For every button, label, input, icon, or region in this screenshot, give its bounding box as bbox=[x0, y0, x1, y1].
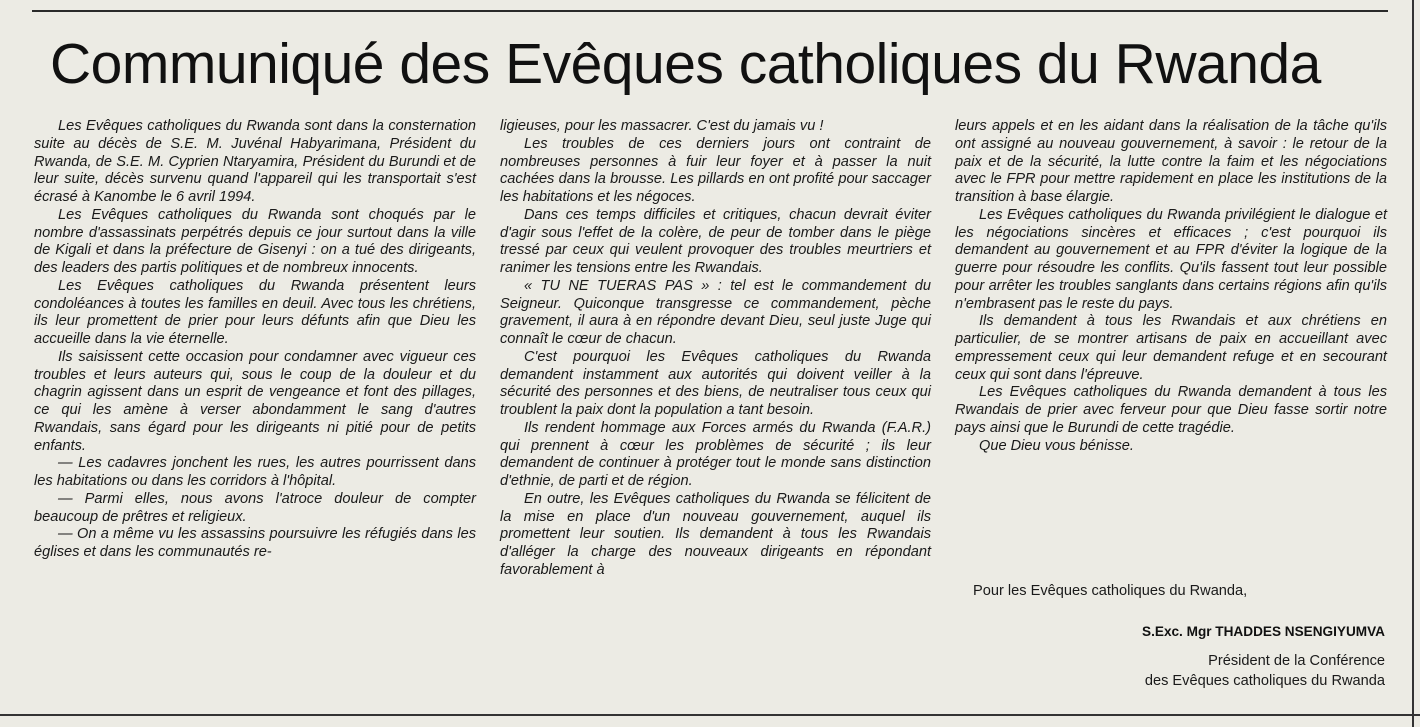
paragraph: Les Evêques catholiques du Rwanda sont choqués par le nombre d'assassinats perpétrés depuis ce jour surtout dans la ville de Kigali et dans la préfecture de Gisenyi : on a tué des dirigeants, des leaders des partis politiques et de nombreux innocents. bbox=[34, 206, 476, 276]
paragraph: C'est pourquoi les Evêques catholiques du Rwanda demandent instamment aux autorités qui doivent veiller à la sécurité des personnes et des biens, de neutraliser tous ceux qui troublent la paix dont la population a tant besoin. bbox=[500, 348, 931, 418]
paragraph: Que Dieu vous bénisse. bbox=[979, 437, 1134, 454]
signatory-title-line-1: Président de la Conférence bbox=[1208, 653, 1385, 669]
paragraph: — Parmi elles, nous avons l'atroce douleur de compter beaucoup de prêtres et religieux. bbox=[34, 490, 476, 525]
paragraph-continued: ligieuses, pour les massacrer. C'est du jamais vu ! bbox=[500, 118, 824, 134]
top-rule bbox=[32, 10, 1388, 12]
bottom-border-rule bbox=[0, 714, 1420, 716]
closing-line: Pour les Evêques catholiques du Rwanda, bbox=[973, 583, 1248, 599]
article-column-2 bbox=[500, 118, 931, 580]
signature: S.Exc. Mgr THADDES NSENGIYUMVA bbox=[1142, 624, 1385, 639]
paragraph: Ils rendent hommage aux Forces armés du Rwanda (F.A.R.) qui prennent à cœur les problèmes de sécurité ; ils leur demandent de continuer à protéger tout le monde sans distinction d'ethnie, de parti et de région. bbox=[500, 419, 931, 489]
paragraph: — On a même vu les assassins poursuivre les réfugiés dans les églises et dans les communautés re- bbox=[34, 526, 476, 560]
paragraph: Les Evêques catholiques du Rwanda présentent leurs condoléances à toutes les familles en deuil. Avec tous les chrétiens, ils leur promettent de prier pour leurs défunts afin que Dieu les accueille dans la vie éternelle. bbox=[34, 277, 476, 347]
paragraph: — Les cadavres jonchent les rues, les autres pourrissent dans les habitations ou dans les corridors à l'hôpital. bbox=[34, 455, 476, 489]
signatory-title-line-2: des Evêques catholiques du Rwanda bbox=[1144, 673, 1385, 689]
headline: Communiqué des Evêques catholiques du Rwanda bbox=[50, 32, 1321, 96]
paragraph: Ils saisissent cette occasion pour condamner avec vigueur ces troubles et leurs auteurs qui, sous le coup de la douleur et du chagrin agissent dans un esprit de vengeance et font des pillages, ce qui les amène à verser abondamment le sang d'autres Rwandais, sans égard pour les dirigeants ni pitié pour de petits enfants. bbox=[34, 348, 476, 454]
right-border-rule bbox=[1412, 0, 1414, 727]
paragraph: Les Evêques catholiques du Rwanda privilégient le dialogue et les négociations sincères et efficaces ; c'est pourquoi ils demandent au gouvernement et au FPR d'éviter la logique de la guerre pour résoudre les conflits. Qu'ils fassent tout leur possible pour arrêter les troubles sanglants dans certains régions afin qu'ils n'embrasent pas le reste du pays. bbox=[955, 206, 1387, 312]
paragraph: « TU NE TUERAS PAS » : tel est le commandement du Seigneur. Quiconque transgresse ce commandement, pèche gravement, il aura à en répondre devant Dieu, seul juste Juge qui connaît le cœur de chacun. bbox=[500, 277, 931, 347]
paragraph: Les Evêques catholiques du Rwanda sont dans la consternation suite au décès de S.E. M. Juvénal Habyarimana, Président du Rwanda, de S.E. M. Cyprien Ntaryamira, Président du Burundi et de leur suite, décès survenu quand l'appareil qui les transportait s'est écrasé à Kanombe le 6 avril 1994. bbox=[34, 118, 476, 205]
paragraph: Les Evêques catholiques du Rwanda demandent à tous les Rwandais de prier avec ferveur pour que Dieu fasse sortir notre pays ainsi que le Burundi de cette tragédie. bbox=[955, 384, 1387, 436]
paragraph: En outre, les Evêques catholiques du Rwanda se félicitent de la mise en place d'un nouveau gouvernement, auquel ils promettent leur soutien. Ils demandent à tous les Rwandais d'alléger la charge des nouveaux dirigeants en répondant favorablement à bbox=[500, 490, 931, 578]
article-column-3 bbox=[955, 118, 1387, 455]
paragraph-continued: leurs appels et en les aidant dans la réalisation de la tâche qu'ils ont assigné au nouveau gouvernement, à savoir : le retour de la paix et de la sécurité, la lutte contre la faim et les négociations avec le FPR pour mettre rapidement en place les institutions de la transition à base élargie. bbox=[955, 118, 1387, 205]
paragraph: Les troubles de ces derniers jours ont contraint de nombreuses personnes à fuir leur foyer et à passer la nuit cachées dans la brousse. Les pillards en ont profité pour saccager les habitations et les négoces. bbox=[500, 135, 931, 205]
paragraph: Ils demandent à tous les Rwandais et aux chrétiens en particulier, de se montrer artisans de paix en accueillant avec empressement ceux qui leur demandent refuge et en secourant ceux qui sont dans l'épreuve. bbox=[955, 313, 1387, 383]
paragraph: Dans ces temps difficiles et critiques, chacun devrait éviter d'agir sous l'effet de la colère, de peur de tomber dans le piège tressé par ceux qui veulent provoquer des troubles meurtriers et ranimer les tensions entre les Rwandais. bbox=[500, 206, 931, 276]
article-column-1 bbox=[34, 118, 476, 562]
